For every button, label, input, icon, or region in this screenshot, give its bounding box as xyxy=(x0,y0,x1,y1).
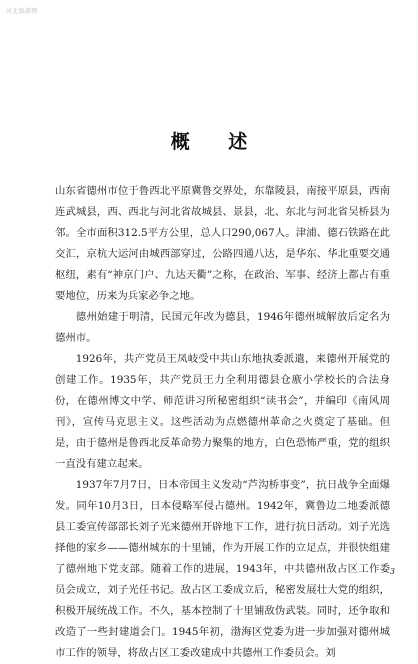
paragraph-3: 1926年，共产党员王凤岐受中共山东地执委派遣，来德州开展党的创建工作。1935年，共产党员王力全利用德县仓廒小学校长的合法身份，在德州博文中学、师范讲习所秘密组织“读书会”，并编印《南风周刊》，宣传马克思主义。这些活动为点燃德州革命之火奠定了基础。但是，由于德州是鲁西北反革命势力聚集的地方，白色恐怖严重，党的组织一直没有建立起来。 xyxy=(55,353,390,470)
paragraph-2: 德州始建于明清，民国元年改为德县，1946年德州城解放后定名为德州市。 xyxy=(55,311,390,344)
page-title: 概 述 xyxy=(170,131,264,153)
paragraph-1: 山东省德州市位于鲁西北平原冀鲁交界处，东靠陵县，南接平原县，西南连武城县，西、西北与河北省故城县、景县，北、东北与河北省吴桥县为邻。全市面积312.5平方公里，总人口290,067人。津浦、德石铁路在此交汇，京杭大运河由城西部穿过，公路四通八达，是华东、华北重要交通枢纽，素有“神京门户、九达天衢”之称，在政治、军事、经济上都占有重要地位，历来为兵家必争之地。 xyxy=(55,185,390,302)
body-text xyxy=(55,181,390,664)
page-number: 3 xyxy=(389,567,395,576)
paragraph-4: 1937年7月7日，日本帝国主义发动“芦沟桥事变”，抗日战争全面爆发。同年10月3日，日本侵略军侵占德州。1942年，冀鲁边二地委派德县工委宣传部部长刘子光来德州开辟地下工作，进行抗日活动。刘子光选择他的家乡——德州城东的十里铺，作为开展工作的立足点，并很快组建了德州地下党支部。随着工作的进展，1943年，中共德州敌占区工作委员会成立，刘子光任书记。敌占区工委成立后，秘密发展壮大党的组织，积极开展统战工作。不久，基本控制了十里铺敌伪武装。同时，还争取和改造了一些封建道会门。1945年初，渤海区党委为进一步加强对德州城市工作的领导，将敌占区工委改建成中共德州工作委员会。刘 xyxy=(55,479,390,659)
watermark: 河北旅游网 xyxy=(6,8,38,15)
